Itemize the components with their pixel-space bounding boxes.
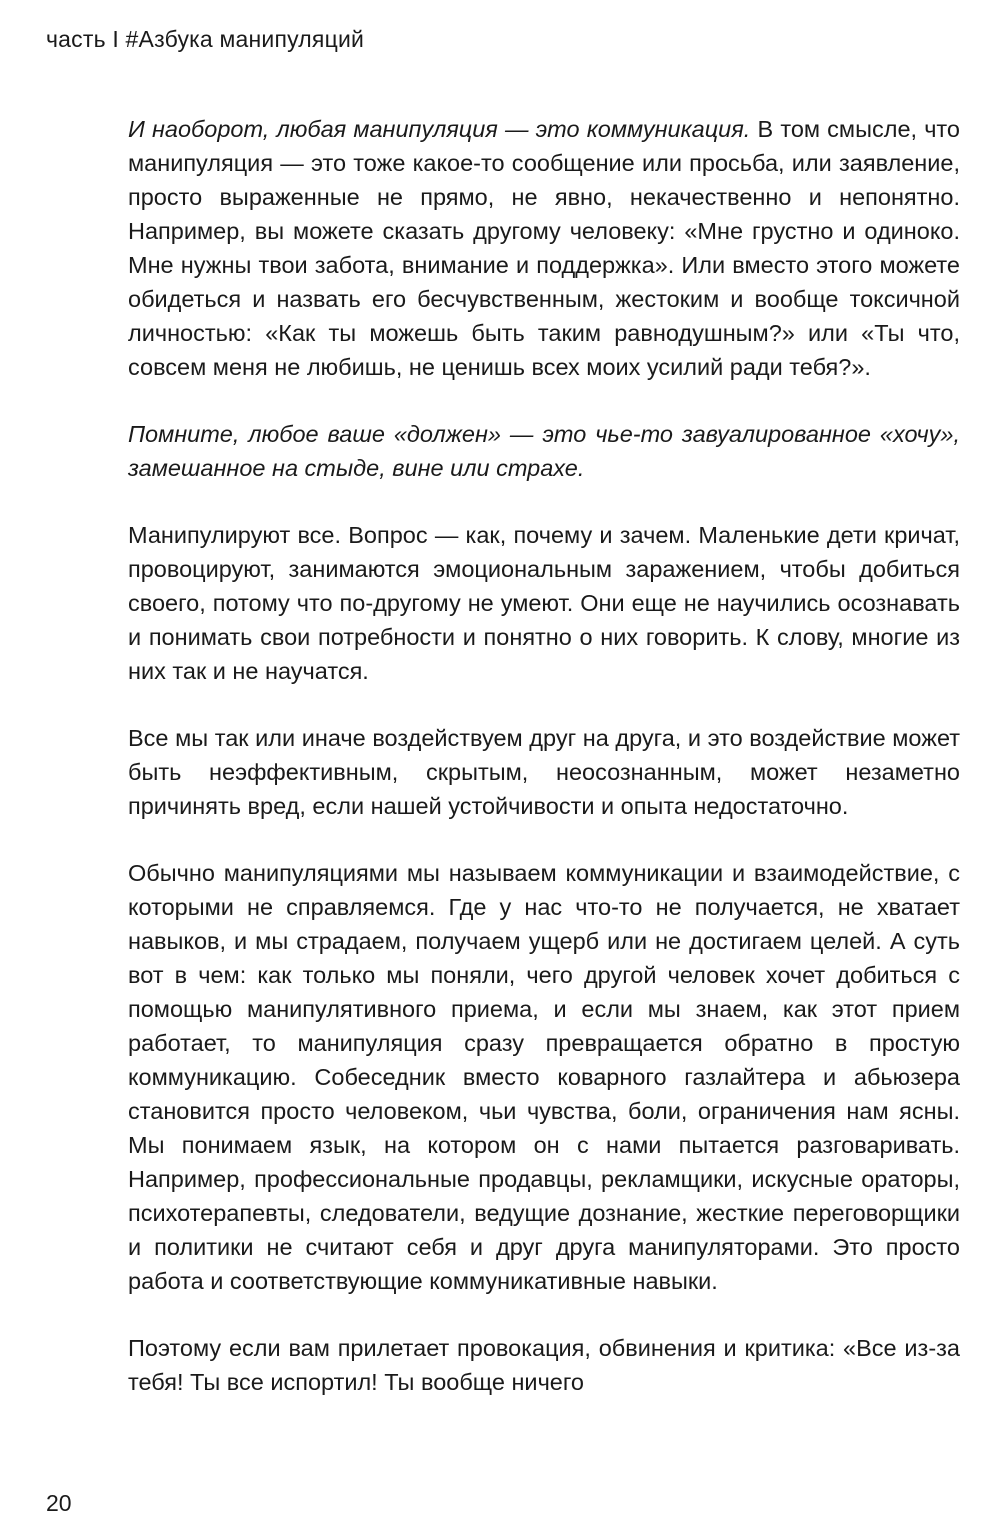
paragraph-2-italic: Помните, любое ваше «должен» — это чье-то завуалированное «хочу», замешанное на стыде, вине или страхе. <box>128 421 960 481</box>
page-number: 20 <box>46 1490 72 1516</box>
paragraph-1-text: В том смысле, что манипуляция — это тоже какое-то сообщение или просьба, или заявление, просто выраженные не прямо, не явно, некачественно и непонятно. Например, вы можете сказать другому человеку: «Мне грустно и одиноко. Мне нужны твои забота, внимание и поддержка». Или вместо этого можете обидеться и назвать его бесчувственным, жестоким и вообще токсичной личностью: «Как ты можешь быть таким равнодушным?» или «Ты что, совсем меня не любишь, не ценишь всех моих усилий ради тебя?». <box>128 116 961 380</box>
paragraph-6: Поэтому если вам прилетает провокация, обвинения и критика: «Все из-за тебя! Ты все испортил! Ты вообще ничего <box>128 1335 960 1395</box>
page-body <box>128 112 960 1432</box>
paragraph-1 <box>128 112 960 384</box>
paragraph-5: Обычно манипуляциями мы называем коммуникации и взаимодействие, с которыми не справляемся. Где у нас что-то не получается, не хватает навыков, и мы страдаем, получаем ущерб или не достигаем целей. А суть вот в чем: как только мы поняли, чего другой человек хочет добиться с помощью манипулятивного приема, и если мы знаем, как этот прием работает, то манипуляция сразу превращается обратно в простую коммуникацию. Собеседник вместо коварного газлайтера и абьюзера становится просто человеком, чьи чувства, боли, ограничения нам ясны. Мы понимаем язык, на котором он с нами пытается разговаривать. Например, профессиональные продавцы, рекламщики, искусные ораторы, психотерапевты, следователи, ведущие дознание, жесткие переговорщики и политики не считают себя и друг друга манипуляторами. Это просто работа и соответствующие коммуникативные навыки. <box>128 860 960 1294</box>
running-head: часть I #Азбука манипуляций <box>46 26 365 52</box>
paragraph-4: Все мы так или иначе воздействуем друг на друга, и это воздействие может быть неэффективным, скрытым, неосознанным, может незаметно причинять вред, если нашей устойчивости и опыта недостаточно. <box>128 725 960 819</box>
paragraph-3: Манипулируют все. Вопрос — как, почему и зачем. Маленькие дети кричат, провоцируют, занимаются эмоциональным заражением, чтобы добиться своего, потому что по-другому не умеют. Они еще не научились осознавать и понимать свои потребности и понятно о них говорить. К слову, многие из них так и не научатся. <box>128 522 960 684</box>
paragraph-1-italic-lead: И наоборот, любая манипуляция — это коммуникация. <box>128 116 751 142</box>
